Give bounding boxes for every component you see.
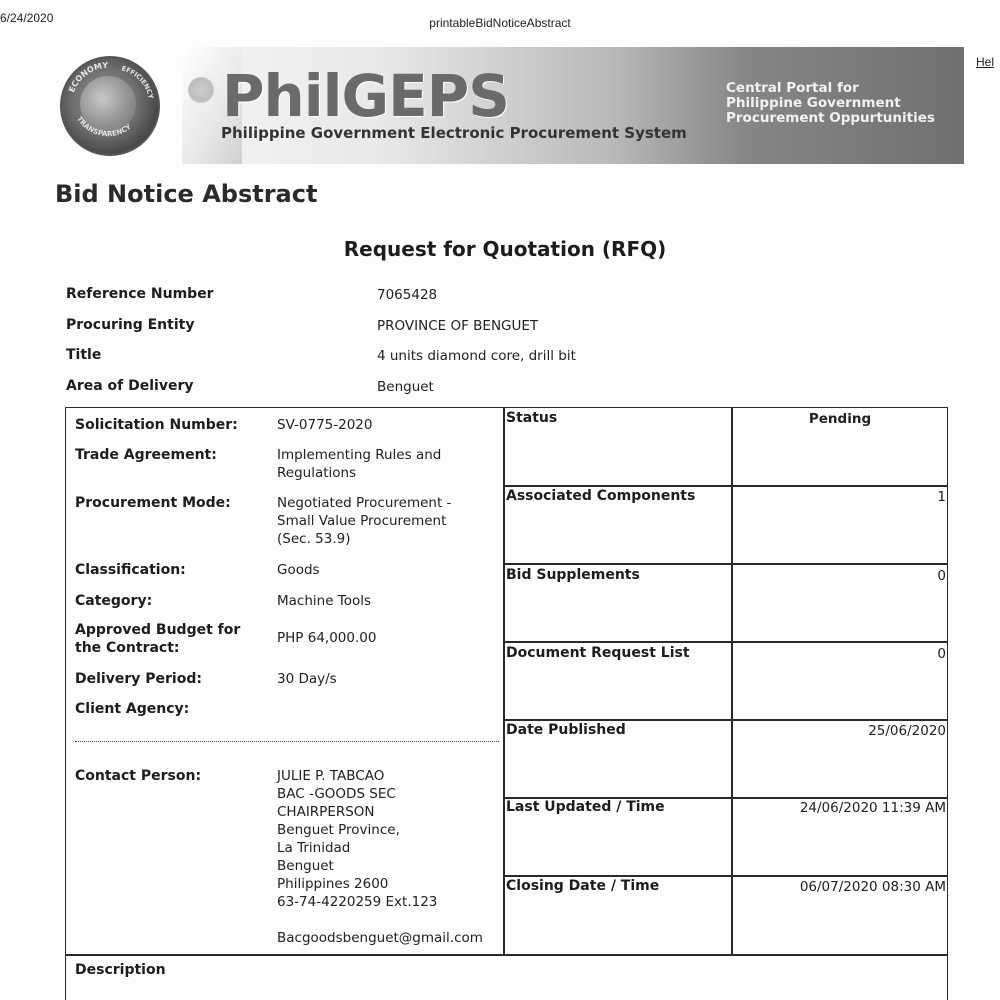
contact-line: La Trinidad [277,840,351,856]
tagline-line: Philippine Government [726,95,901,111]
procurement-mode-value: Negotiated Procurement - Small Value Procurement (Sec. 53.9) [277,495,452,547]
seal-text-top: ECONOMY [67,60,109,94]
contact-line: Philippines 2600 [277,876,389,892]
procuring-entity-label: Procuring Entity [66,317,195,333]
associated-components-label: Associated Components [506,488,696,504]
reference-number-label: Reference Number [66,286,214,302]
client-agency-label: Client Agency: [75,701,190,717]
column-divider [731,407,733,955]
last-updated-label: Last Updated / Time [506,799,665,815]
document-request-list-label: Document Request List [506,645,690,661]
category-value: Machine Tools [277,593,372,609]
contact-line: BAC -GOODS SEC [277,786,396,802]
associated-components-value: 1 [937,489,946,505]
date-published-value: 25/06/2020 [868,723,946,739]
print-date: 6/24/2020 [0,11,54,25]
solicitation-number-label: Solicitation Number: [75,417,238,433]
tagline-line: Central Portal for [726,80,859,96]
contact-line: CHAIRPERSON [277,804,375,820]
classification-label: Classification: [75,562,186,578]
contact-email[interactable]: Bacgoodsbenguet@gmail.com [277,930,483,946]
row-divider [503,485,948,487]
seal-text-bottom: TRANSPARENCY [75,115,133,139]
bid-supplements-value: 0 [937,568,946,584]
description-label: Description [75,962,166,978]
approved-budget-label: Approved Budget for the Contract: [75,622,241,656]
last-updated-value: 24/06/2020 11:39 AM [799,800,946,816]
reference-number-value: 7065428 [377,287,438,303]
date-published-label: Date Published [506,722,626,738]
category-label: Category: [75,593,153,609]
closing-date-label: Closing Date / Time [506,878,660,894]
brand-logo: PhilGEPS [222,62,510,130]
trade-agreement-label: Trade Agreement: [75,447,217,463]
approved-budget-value: PHP 64,000.00 [277,630,377,646]
row-divider [503,641,948,643]
status-label: Status [506,410,558,426]
procurement-mode-label: Procurement Mode: [75,495,231,511]
sun-icon [188,77,214,103]
contact-line: JULIE P. TABCAO [277,768,385,784]
brand-subtitle: Philippine Government Electronic Procurement System [221,124,687,142]
seal-ring-text [60,56,156,152]
trade-agreement-value: Implementing Rules and Regulations [277,447,442,481]
area-of-delivery-value: Benguet [377,379,434,395]
title-label: Title [66,347,102,363]
title-value: 4 units diamond core, drill bit [377,348,576,364]
contact-person-details [277,767,497,911]
contact-line: 63-74-4220259 Ext.123 [277,894,438,910]
dotted-separator [75,741,499,742]
seal-text-side: EFFICIENCY [120,64,155,100]
procuring-entity-value: PROVINCE OF BENGUET [377,318,539,334]
row-divider [503,875,948,877]
delivery-period-value: 30 Day/s [277,671,337,687]
classification-value: Goods [277,562,320,578]
column-divider [503,407,505,955]
notice-type-heading: Request for Quotation (RFQ) [343,237,667,261]
solicitation-number-value: SV-0775-2020 [277,417,373,433]
help-link[interactable]: Hel [976,55,995,69]
contact-line: Benguet [277,858,334,874]
description-divider [65,954,948,956]
area-of-delivery-label: Area of Delivery [66,378,194,394]
print-page-title: printableBidNoticeAbstract [429,16,571,30]
row-divider [503,563,948,565]
row-divider [503,719,948,721]
contact-person-label: Contact Person: [75,768,202,784]
status-badge: Pending [808,411,872,427]
closing-date-value: 06/07/2020 08:30 AM [799,879,946,895]
document-request-list-value: 0 [937,646,946,662]
page-title: Bid Notice Abstract [55,180,318,208]
tagline-line: Procurement Oppurtunities [726,110,935,126]
bid-supplements-label: Bid Supplements [506,567,640,583]
banner-tagline [726,81,935,126]
delivery-period-label: Delivery Period: [75,671,202,687]
contact-line: Benguet Province, [277,822,400,838]
